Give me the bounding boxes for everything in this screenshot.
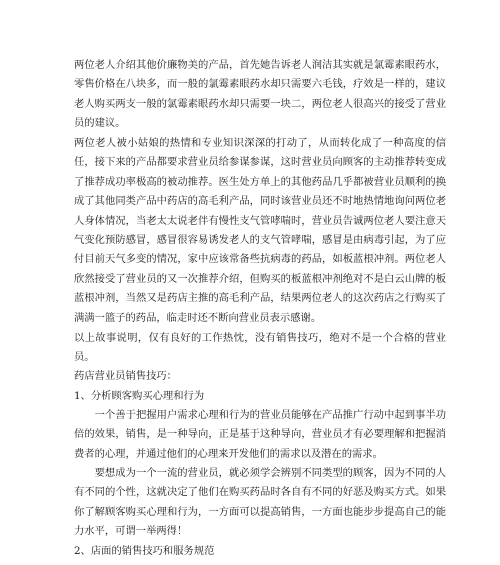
- section1-paragraph-1: 一个善于把握用户需求心理和行为的营业员能够在产品推广行动中起到事半功倍的效果，销售，是一种导向，正是基于这种导向，营业员才有必要理解和把握消费者的心理，并通过他们的心理来开发他们的需求以及潜在的需求。: [74, 409, 446, 460]
- section-title: 药店营业员销售技巧：: [74, 370, 177, 382]
- section2-heading: 2、店面的销售技巧和服务规范: [74, 545, 215, 557]
- paragraph-intro: 两位老人介绍其他价廉物美的产品，首先她告诉老人润洁其实就是氯霉素眼药水，零售价格在八块多，而一般的氯霉素眼药水却只需要六毛钱，疗效是一样的，建议老人购买两支一般的氯霉素眼药水却只需要一块二，两位老人很高兴的接受了营业员的建议。: [74, 59, 446, 130]
- section1-heading: 1、分析顾客购买心理和行为: [74, 390, 205, 402]
- paragraph-story: 两位老人被小姑娘的热情和专业知识深深的打动了，从而转化成了一种高度的信任，接下来的产品都要求营业员给参谋参谋，这时营业员向顾客的主动推荐转变成了推荐成功率极高的被动推荐。医生处方单上的其他药品几乎都被营业员顺利的换成了其他同类产品中药店的高毛利产品，同时该营业员还不时地热情地询问两位老人身体情况，当老太太说老伴有慢性支气管哮喘时，营业员告诚两位老人要注意天气变化预防感冒，感冒很容易诱发老人的支气管哮喘，感冒是由病毒引起，为了应付目前天气多变的情况，家中应该常备些抗病毒的药品，如板蓝根冲剂。两位老人欣然接受了营业员的又一次推荐介绍，但购买的板蓝根冲剂绝对不是白云山牌的板蓝根冲剂，当然又是药店主推的高毛利产品，结果两位老人的这次药店之行购买了满满一篮子的药品，临走时还不断向营业员表示感谢。: [74, 137, 446, 324]
- section1-paragraph-2: 要想成为一个一流的营业员，就必须学会辨别不同类型的顾客，因为不同的人有不同的个性，这就决定了他们在购买药品时各自有不同的好恶及购买方式。如果你了解顾客购买心理和行为，一方面可以提高销售，一方面也能步步提高自己的能力水平，可谓一举两得！: [74, 467, 446, 538]
- paragraph-conclusion: 以上故事说明，仅有良好的工作热忱，没有销售技巧，绝对不是一个合格的营业员。: [74, 332, 446, 364]
